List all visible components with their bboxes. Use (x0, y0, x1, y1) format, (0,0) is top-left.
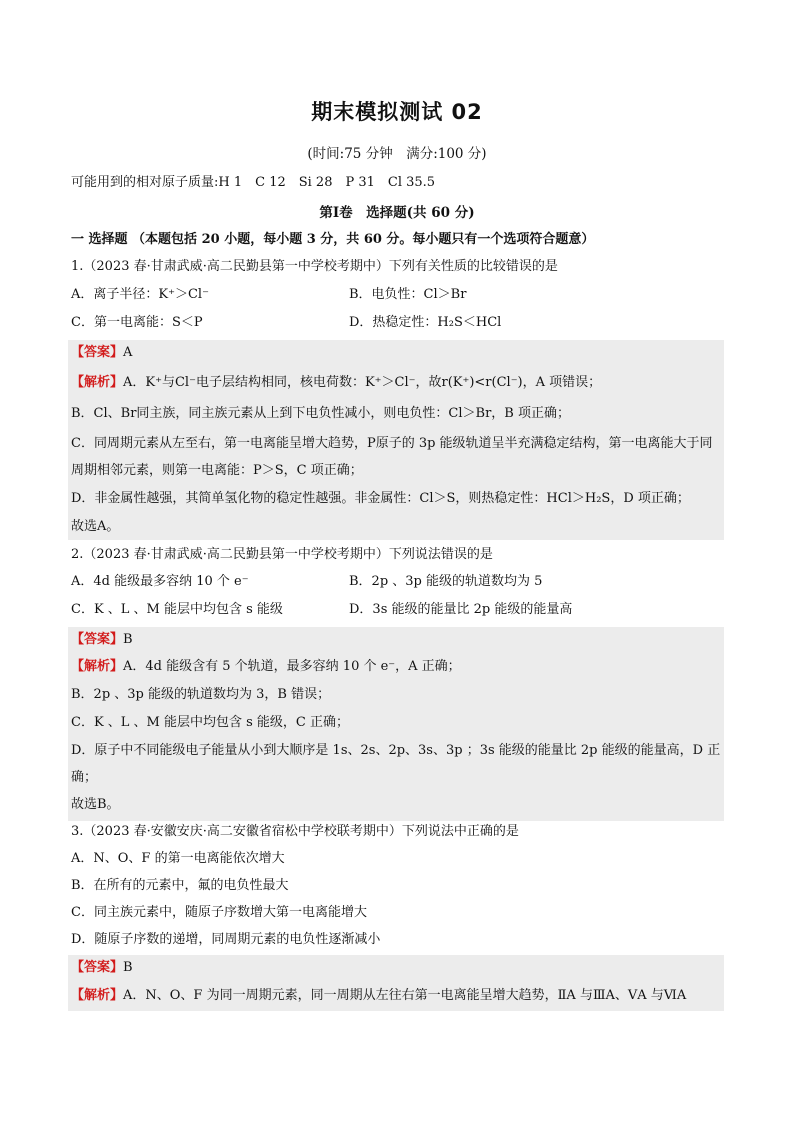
answer-tag: 【答案】 (71, 960, 124, 975)
question-1-option-a: A．离子半径：K⁺＞Cl⁻ (71, 287, 209, 302)
question-2-answer (71, 631, 133, 649)
question-1-analysis-b: B．Cl、Br同主族，同主族元素从上到下电负性减小，则电负性：Cl＞Br，B 项正确； (71, 406, 570, 421)
question-2-option-c: C．K 、L 、M 能层中均包含 s 能级 (71, 602, 283, 617)
question-2-analysis-b: B．2p 、3p 能级的轨道数均为 3，B 错误； (71, 687, 331, 702)
answer-value: B (123, 632, 133, 647)
page-title: 期末模拟测试 02 (311, 100, 483, 124)
question-1-option-d: D．热稳定性：H₂S＜HCl (349, 315, 502, 330)
answer-tag: 【答案】 (71, 632, 124, 647)
answer-tag: 【答案】 (71, 345, 124, 360)
question-3-answer (71, 959, 133, 977)
answer-value: A (123, 345, 133, 360)
question-1-stem: 1.（2023 春·甘肃武威·高二民勤县第一中学校考期中）下列有关性质的比较错误的是 (71, 259, 558, 274)
answer-value: B (123, 960, 133, 975)
question-1-conclusion: 故选A。 (71, 519, 120, 534)
question-1-option-c: C．第一电离能：S＜P (71, 315, 203, 330)
analysis-tag: 【解析】 (71, 659, 124, 674)
question-3-stem: 3.（2023 春·安徽安庆·高二安徽省宿松中学校联考期中）下列说法中正确的是 (71, 824, 519, 839)
question-1-analysis-c: C．同周期元素从左至右，第一电离能呈增大趋势，P原子的 3p 能级轨道呈半充满稳定结构，第一电离能大于同周期相邻元素，则第一电离能：P＞S，C 项正确； (71, 436, 713, 478)
analysis-tag: 【解析】 (71, 375, 124, 390)
question-3-analysis-a (71, 987, 686, 1005)
analysis-text: A．K⁺与Cl⁻电子层结构相同，核电荷数：K⁺＞Cl⁻，故r(K⁺)<r(Cl⁻)，A 项错误； (123, 375, 602, 390)
question-1-analysis-a (71, 374, 721, 392)
question-3-option-c: C．同主族元素中，随原子序数增大第一电离能增大 (71, 905, 367, 920)
question-1-answer (71, 344, 132, 362)
question-2-analysis-a (71, 658, 461, 676)
section-heading: 第Ⅰ卷 选择题(共 60 分) (319, 205, 475, 221)
question-2-option-b: B．2p 、3p 能级的轨道数均为 5 (349, 574, 543, 589)
analysis-text: A．N、O、F 为同一周期元素，同一周期从左往右第一电离能呈增大趋势，ⅡA 与ⅢA、ⅤA 与ⅥA (123, 988, 687, 1003)
question-3-option-d: D．随原子序数的递增，同周期元素的电负性逐渐减小 (71, 932, 381, 947)
question-1-analysis-d: D．非金属性越强，其简单氢化物的稳定性越强。非金属性：Cl＞S，则热稳定性：HCl＞H₂S，D 项正确； (71, 491, 690, 506)
question-3-option-a: A．N、O、F 的第一电离能依次增大 (71, 851, 285, 866)
question-2-analysis-d: D．原子中不同能级电子能量从小到大顺序是 1s、2s、2p、3s、3p ；3s 能级的能量比 2p 能级的能量高，D 正确； (71, 743, 721, 785)
question-2-stem: 2.（2023 春·甘肃武威·高二民勤县第一中学校考期中）下列说法错误的是 (71, 547, 493, 562)
exam-time-score: (时间:75 分钟 满分:100 分) (307, 146, 487, 162)
analysis-tag: 【解析】 (71, 988, 124, 1003)
atomic-mass-note: 可能用到的相对原子质量:H 1 C 12 Si 28 P 31 Cl 35.5 (71, 175, 436, 190)
analysis-text: A．4d 能级含有 5 个轨道，最多容纳 10 个 e⁻，A 正确； (123, 659, 461, 674)
question-2-option-a: A．4d 能级最多容纳 10 个 e⁻ (71, 574, 249, 589)
part-heading: 一 选择题 （本题包括 20 小题，每小题 3 分，共 60 分。每小题只有一个选项符合题意） (71, 232, 595, 247)
question-2-conclusion: 故选B。 (71, 797, 120, 812)
question-3-option-b: B．在所有的元素中，氟的电负性最大 (71, 878, 289, 893)
question-2-option-d: D．3s 能级的能量比 2p 能级的能量高 (349, 602, 573, 617)
question-2-analysis-c: C．K 、L 、M 能层中均包含 s 能级，C 正确； (71, 715, 350, 730)
question-1-option-b: B．电负性：Cl＞Br (349, 287, 467, 302)
